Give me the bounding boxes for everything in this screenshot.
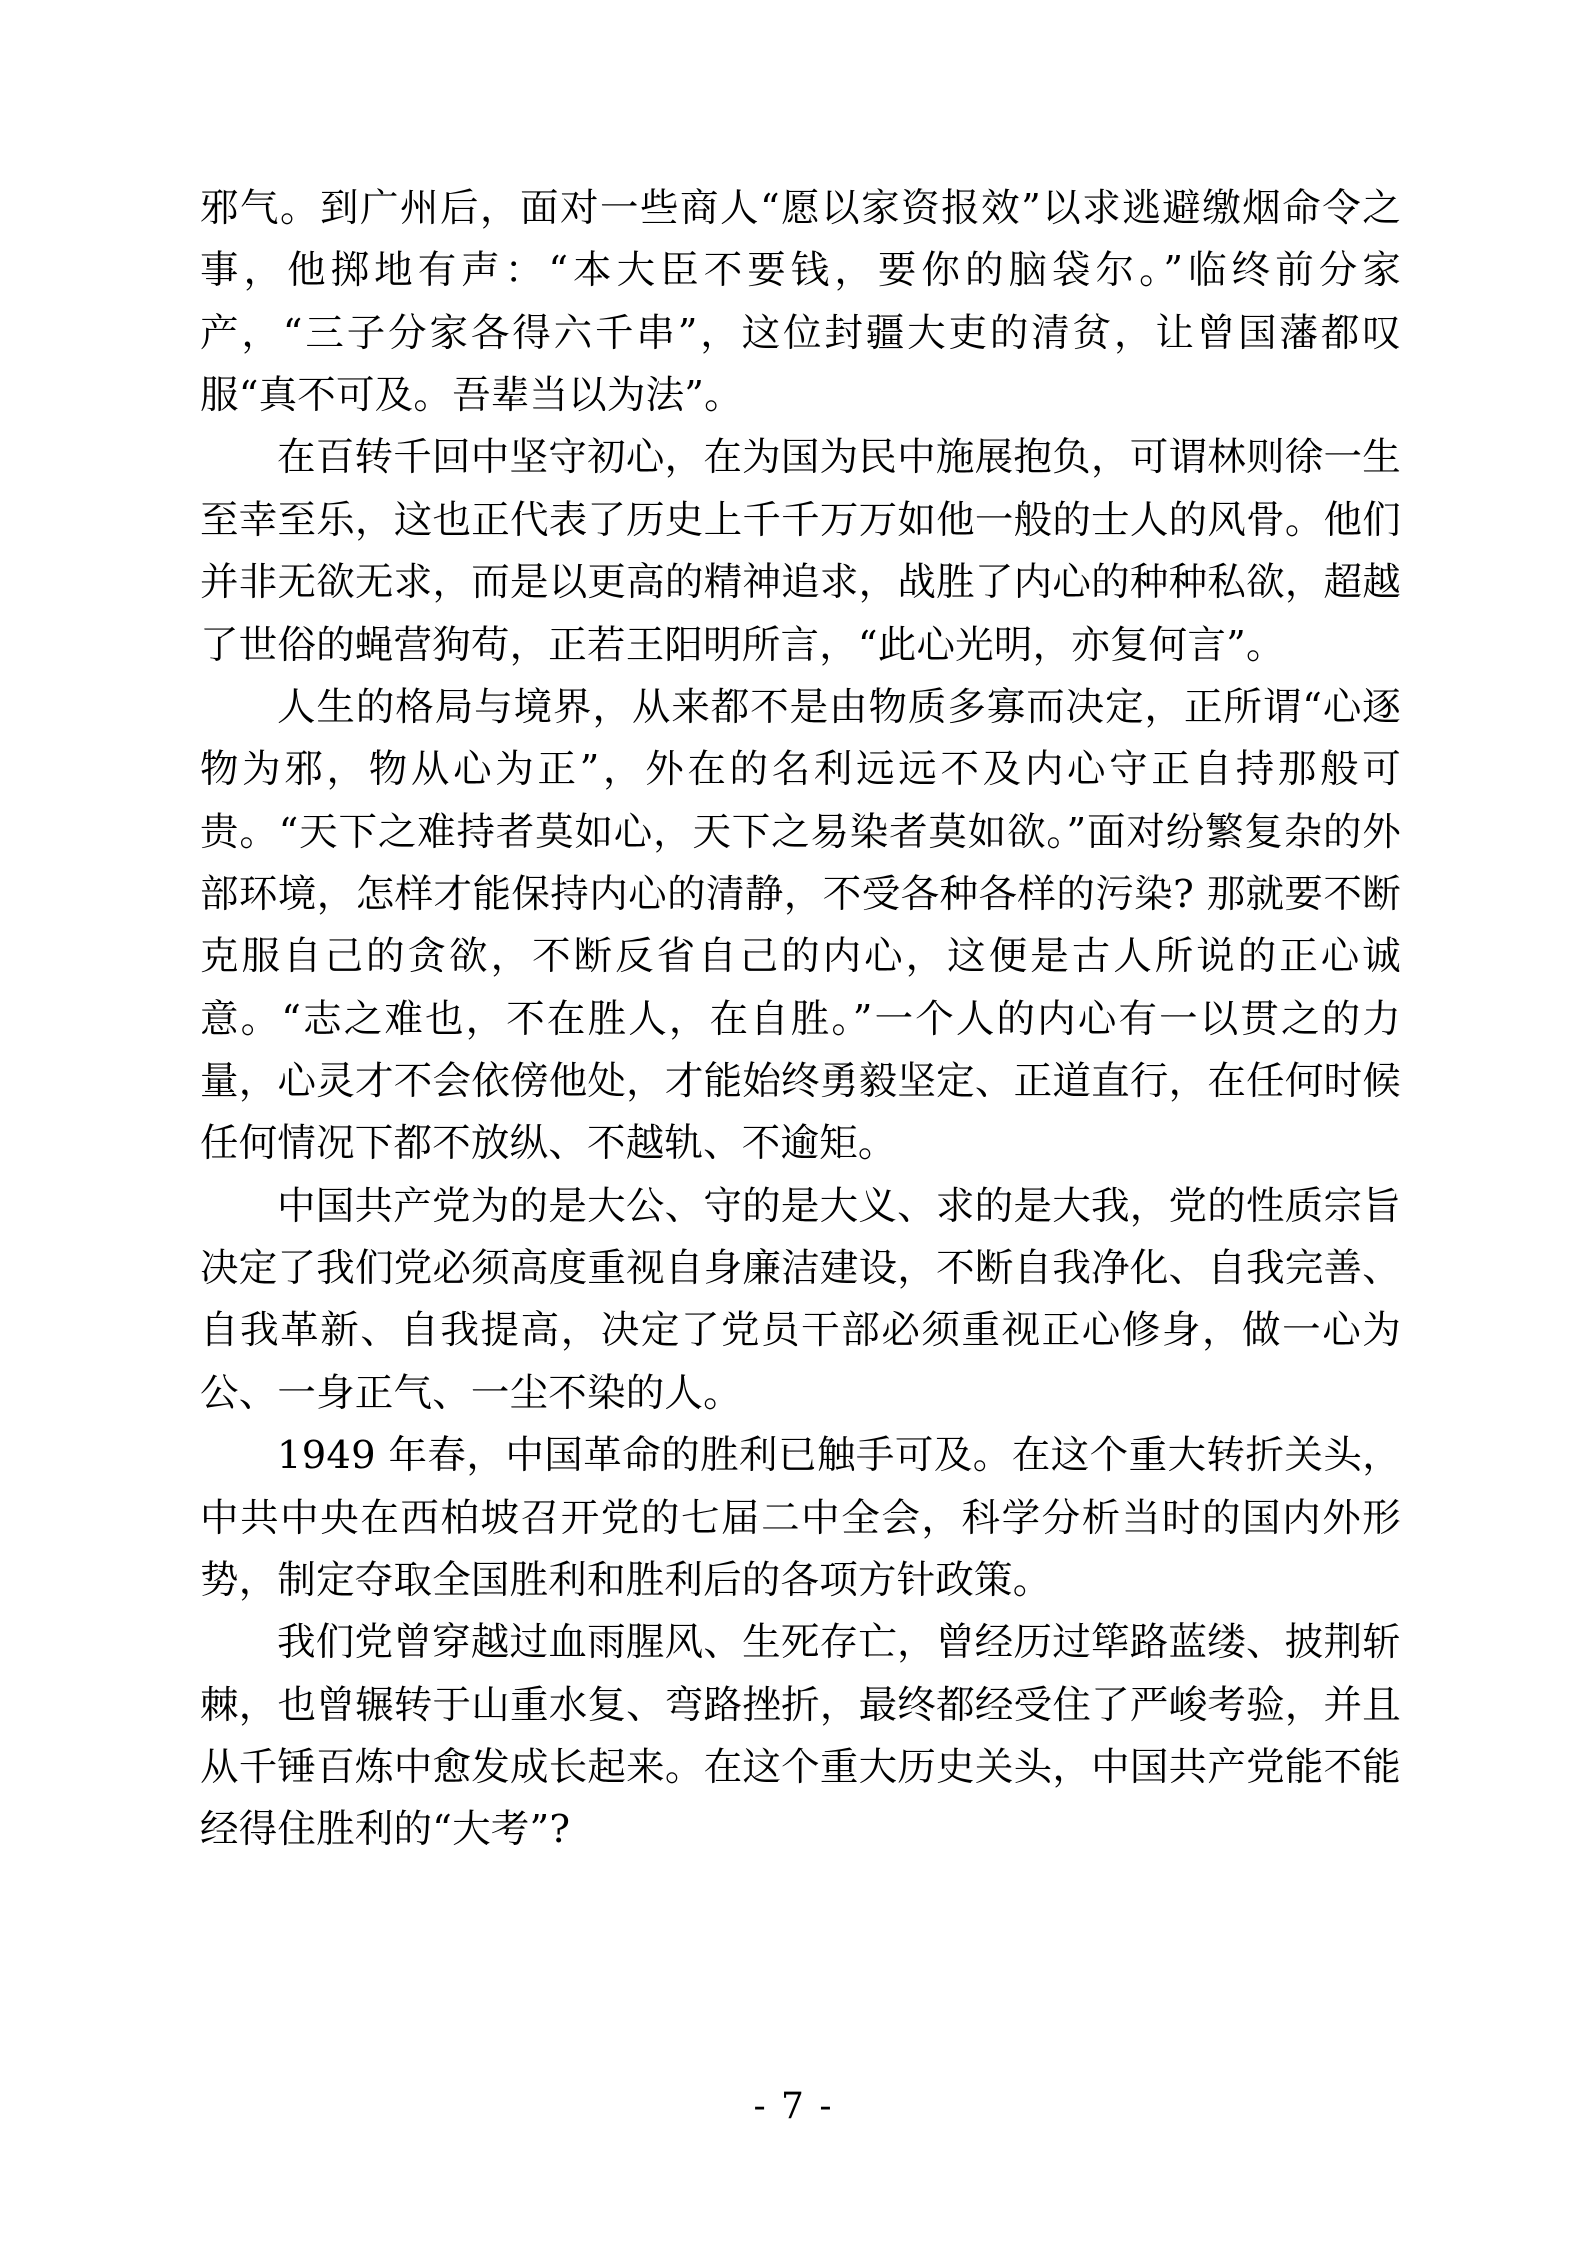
page-number: - 7 - — [753, 2086, 834, 2127]
document-body — [200, 178, 1401, 1862]
paragraph: 邪气。到广州后，面对一些商人“愿以家资报效”以求逃避缴烟命令之事，他掷地有声：“本大臣不要钱，要你的脑袋尔。”临终前分家产，“三子分家各得六千串”，这位封疆大吏的清贫，让曾国藩都叹服“真不可及。吾辈当以为法”。 — [200, 186, 1401, 419]
paragraph: 在百转千回中坚守初心，在为国为民中施展抱负，可谓林则徐一生至幸至乐，这也正代表了历史上千千万万如他一般的士人的风骨。他们并非无欲无求，而是以更高的精神追求，战胜了内心的种种私欲，超越了世俗的蝇营狗苟，正若王阳明所言，“此心光明，亦复何言”。 — [200, 435, 1401, 668]
paragraph: 1949 年春，中国革命的胜利已触手可及。在这个重大转折关头，中共中央在西柏坡召开党的七届二中全会，科学分析当时的国内外形势，制定夺取全国胜利和胜利后的各项方针政策。 — [200, 1433, 1401, 1603]
paragraph: 中国共产党为的是大公、守的是大义、求的是大我，党的性质宗旨决定了我们党必须高度重视自身廉洁建设，不断自我净化、自我完善、自我革新、自我提高，决定了党员干部必须重视正心修身，做一心为公、一身正气、一尘不染的人。 — [200, 1183, 1401, 1416]
paragraph: 人生的格局与境界，从来都不是由物质多寡而决定，正所谓“心逐物为邪，物从心为正”，外在的名利远远不及内心守正自持那般可贵。“天下之难持者莫如心，天下之易染者莫如欲。”面对纷繁复杂的外部环境，怎样才能保持内心的清静，不受各种各样的污染? 那就要不断克服自己的贪欲，不断反省自己的内心，这便是古人所说的正心诚意。“志之难也，不在胜人，在自胜。”一个人的内心有一以贯之的力量，心灵才不会依傍他处，才能始终勇毅坚定、正道直行，在任何时候任何情况下都不放纵、不越轨、不逾矩。 — [200, 684, 1401, 1167]
paragraph: 我们党曾穿越过血雨腥风、生死存亡，曾经历过筚路蓝缕、披荆斩棘，也曾辗转于山重水复、弯路挫折，最终都经受住了严峻考验，并且从千锤百炼中愈发成长起来。在这个重大历史关头，中国共产党能不能经得住胜利的“大考”? — [200, 1620, 1401, 1853]
